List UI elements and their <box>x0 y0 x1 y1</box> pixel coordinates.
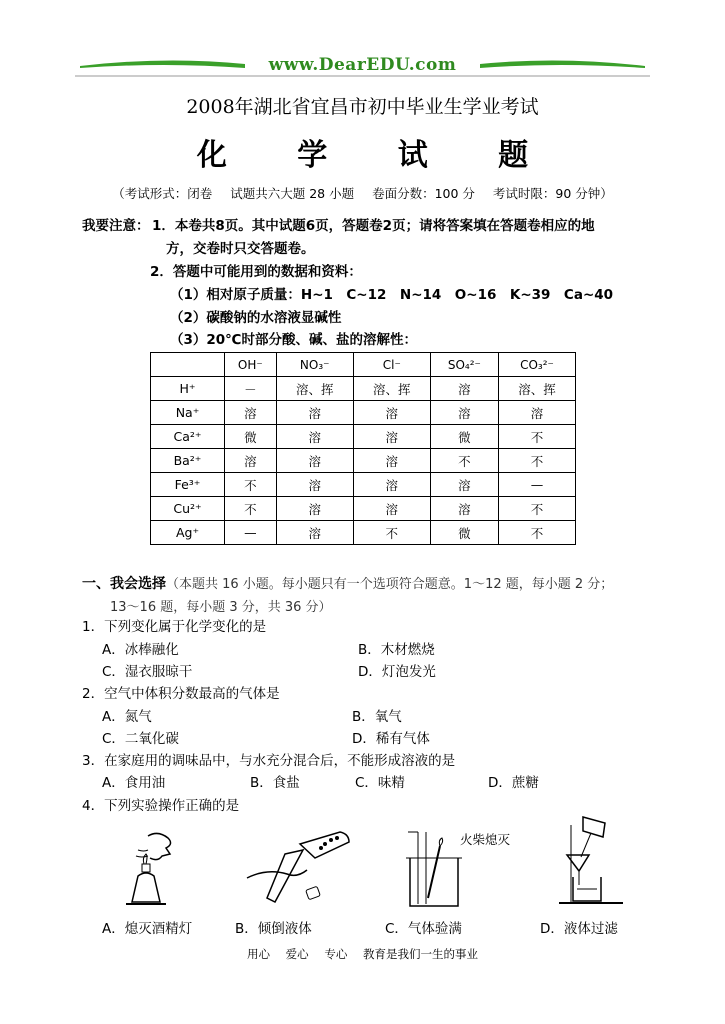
site-banner <box>75 52 650 78</box>
exam-info-count: 试题共六大题 28 小题 <box>230 186 355 201</box>
table-cell: 溶 <box>276 449 353 473</box>
footer-item: 教育是我们一生的事业 <box>362 947 478 961</box>
page-footer <box>0 946 725 962</box>
table-cell: 不 <box>498 497 575 521</box>
exam-info <box>0 184 725 202</box>
table-row-header-cell: Cu²⁺ <box>151 497 225 521</box>
table-row-header-cell: H⁺ <box>151 377 225 401</box>
alcohol-lamp-icon <box>118 828 198 908</box>
table-cell: － <box>225 377 277 401</box>
table-row-header-cell: Ca²⁺ <box>151 425 225 449</box>
table-row-header-cell: Ba²⁺ <box>151 449 225 473</box>
table-header-cell: CO₃²⁻ <box>498 353 575 377</box>
pouring-liquid-icon <box>245 826 360 906</box>
table-cell: 溶 <box>225 449 277 473</box>
table-cell: 溶 <box>353 449 430 473</box>
table-cell: 溶 <box>353 425 430 449</box>
question-4-option-d[interactable]: D．液体过滤 <box>540 921 618 937</box>
table-header-cell: Cl⁻ <box>353 353 430 377</box>
notice-sub1: （1）相对原子质量：H~1 C~12 N~14 O~16 K~39 Ca~40 <box>170 287 614 303</box>
section1-header <box>82 573 613 593</box>
notice-item2: 2．答题中可能用到的数据和资料： <box>150 264 362 280</box>
table-row <box>151 401 576 425</box>
question-2-option-a[interactable]: A．氮气 <box>102 709 152 725</box>
table-row <box>151 377 576 401</box>
question-1-option-c[interactable]: C．湿衣服晾干 <box>102 664 193 680</box>
table-cell: 不 <box>430 449 498 473</box>
table-cell: 不 <box>498 425 575 449</box>
table-cell: 不 <box>498 521 575 545</box>
notice-sub3: （3）20℃时部分酸、碱、盐的溶解性： <box>170 332 418 348</box>
exam-info-time: 考试时限：90 分钟） <box>492 186 613 201</box>
table-header-cell: NO₃⁻ <box>276 353 353 377</box>
table-cell: 微 <box>430 425 498 449</box>
question-1-stem: 1．下列变化属于化学变化的是 <box>82 619 267 635</box>
table-cell: 溶 <box>430 473 498 497</box>
subject-title: 化 学 试 题 <box>196 138 559 173</box>
footer-item: 专心 <box>324 947 348 961</box>
question-4-stem: 4．下列实验操作正确的是 <box>82 798 240 814</box>
table-row <box>151 425 576 449</box>
notice-lead: 我要注意： <box>82 218 150 234</box>
table-cell: — <box>225 521 277 545</box>
table-cell: 溶、挥 <box>353 377 430 401</box>
question-3-option-c[interactable]: C．味精 <box>355 775 405 791</box>
question-3-option-a[interactable]: A．食用油 <box>102 775 166 791</box>
question-3-stem: 3．在家庭用的调味品中，与水充分混合后，不能形成溶液的是 <box>82 753 456 769</box>
question-2-stem: 2．空气中体积分数最高的气体是 <box>82 686 280 702</box>
question-3-option-d[interactable]: D．蔗糖 <box>488 775 539 791</box>
question-4-option-a[interactable]: A．熄灭酒精灯 <box>102 921 193 937</box>
table-body <box>151 377 576 545</box>
table-cell: 溶、挥 <box>276 377 353 401</box>
question-2-option-d[interactable]: D．稀有气体 <box>352 731 430 747</box>
notice-item1-line1: 1．本卷共8页。其中试题6页，答题卷2页；请将答案填在答题卷相应的地 <box>152 218 595 234</box>
table-cell: 溶 <box>353 497 430 521</box>
table-cell: 溶 <box>430 497 498 521</box>
table-row-header-cell: Na⁺ <box>151 401 225 425</box>
table-cell: 溶 <box>498 401 575 425</box>
table-cell: 溶 <box>430 401 498 425</box>
exam-title: 2008年湖北省宜昌市初中毕业生学业考试 <box>186 96 539 118</box>
table-cell: 微 <box>430 521 498 545</box>
filtration-icon <box>553 815 633 910</box>
banner-url: www.DearEDU.com <box>268 55 457 75</box>
notice-item1-line2: 方，交卷时只交答题卷。 <box>166 241 315 257</box>
table-cell: 溶 <box>430 377 498 401</box>
exam-info-score: 卷面分数：100 分 <box>372 186 475 201</box>
figure-c-label: 火柴熄灭 <box>460 832 511 847</box>
table-row <box>151 521 576 545</box>
table-cell: 溶 <box>276 473 353 497</box>
table-cell: 溶 <box>225 401 277 425</box>
table-header-cell <box>151 353 225 377</box>
table-cell: 溶 <box>353 473 430 497</box>
table-cell: 溶 <box>276 425 353 449</box>
table-header-cell: OH⁻ <box>225 353 277 377</box>
table-cell: 溶 <box>353 401 430 425</box>
table-header-row <box>151 353 576 377</box>
table-cell: — <box>498 473 575 497</box>
table-header-cell: SO₄²⁻ <box>430 353 498 377</box>
question-4-option-b[interactable]: B．倾倒液体 <box>235 921 312 937</box>
question-1-option-b[interactable]: B．木材燃烧 <box>358 642 435 658</box>
question-4-option-c[interactable]: C．气体验满 <box>385 921 462 937</box>
section1-desc-line2: 13～16 题，每小题 3 分，共 36 分） <box>110 600 332 615</box>
table-cell: 不 <box>498 449 575 473</box>
question-2-option-c[interactable]: C．二氧化碳 <box>102 731 179 747</box>
exam-info-form: （考试形式：闭卷 <box>112 186 213 201</box>
table-row-header-cell: Fe³⁺ <box>151 473 225 497</box>
question-1-option-a[interactable]: A．冰棒融化 <box>102 642 179 658</box>
table-row <box>151 473 576 497</box>
notice-sub2: （2）碳酸钠的水溶液显碱性 <box>170 310 342 326</box>
section1-title: 一、我会选择 <box>82 576 166 592</box>
solubility-table <box>150 352 576 545</box>
table-cell: 不 <box>225 497 277 521</box>
footer-item: 用心 <box>247 947 271 961</box>
question-1-option-d[interactable]: D．灯泡发光 <box>358 664 436 680</box>
question-3-option-b[interactable]: B．食盐 <box>250 775 300 791</box>
table-row-header-cell: Ag⁺ <box>151 521 225 545</box>
table-cell: 不 <box>353 521 430 545</box>
table-row <box>151 497 576 521</box>
table-row <box>151 449 576 473</box>
footer-item: 爱心 <box>285 947 309 961</box>
table-cell: 溶、挥 <box>498 377 575 401</box>
table-cell: 不 <box>225 473 277 497</box>
table-cell: 溶 <box>276 401 353 425</box>
table-cell: 溶 <box>276 521 353 545</box>
question-2-option-b[interactable]: B．氧气 <box>352 709 402 725</box>
table-cell: 微 <box>225 425 277 449</box>
section1-desc-line1: （本题共 16 小题。每小题只有一个选项符合题意。1～12 题，每小题 2 分； <box>166 577 614 592</box>
table-cell: 溶 <box>276 497 353 521</box>
